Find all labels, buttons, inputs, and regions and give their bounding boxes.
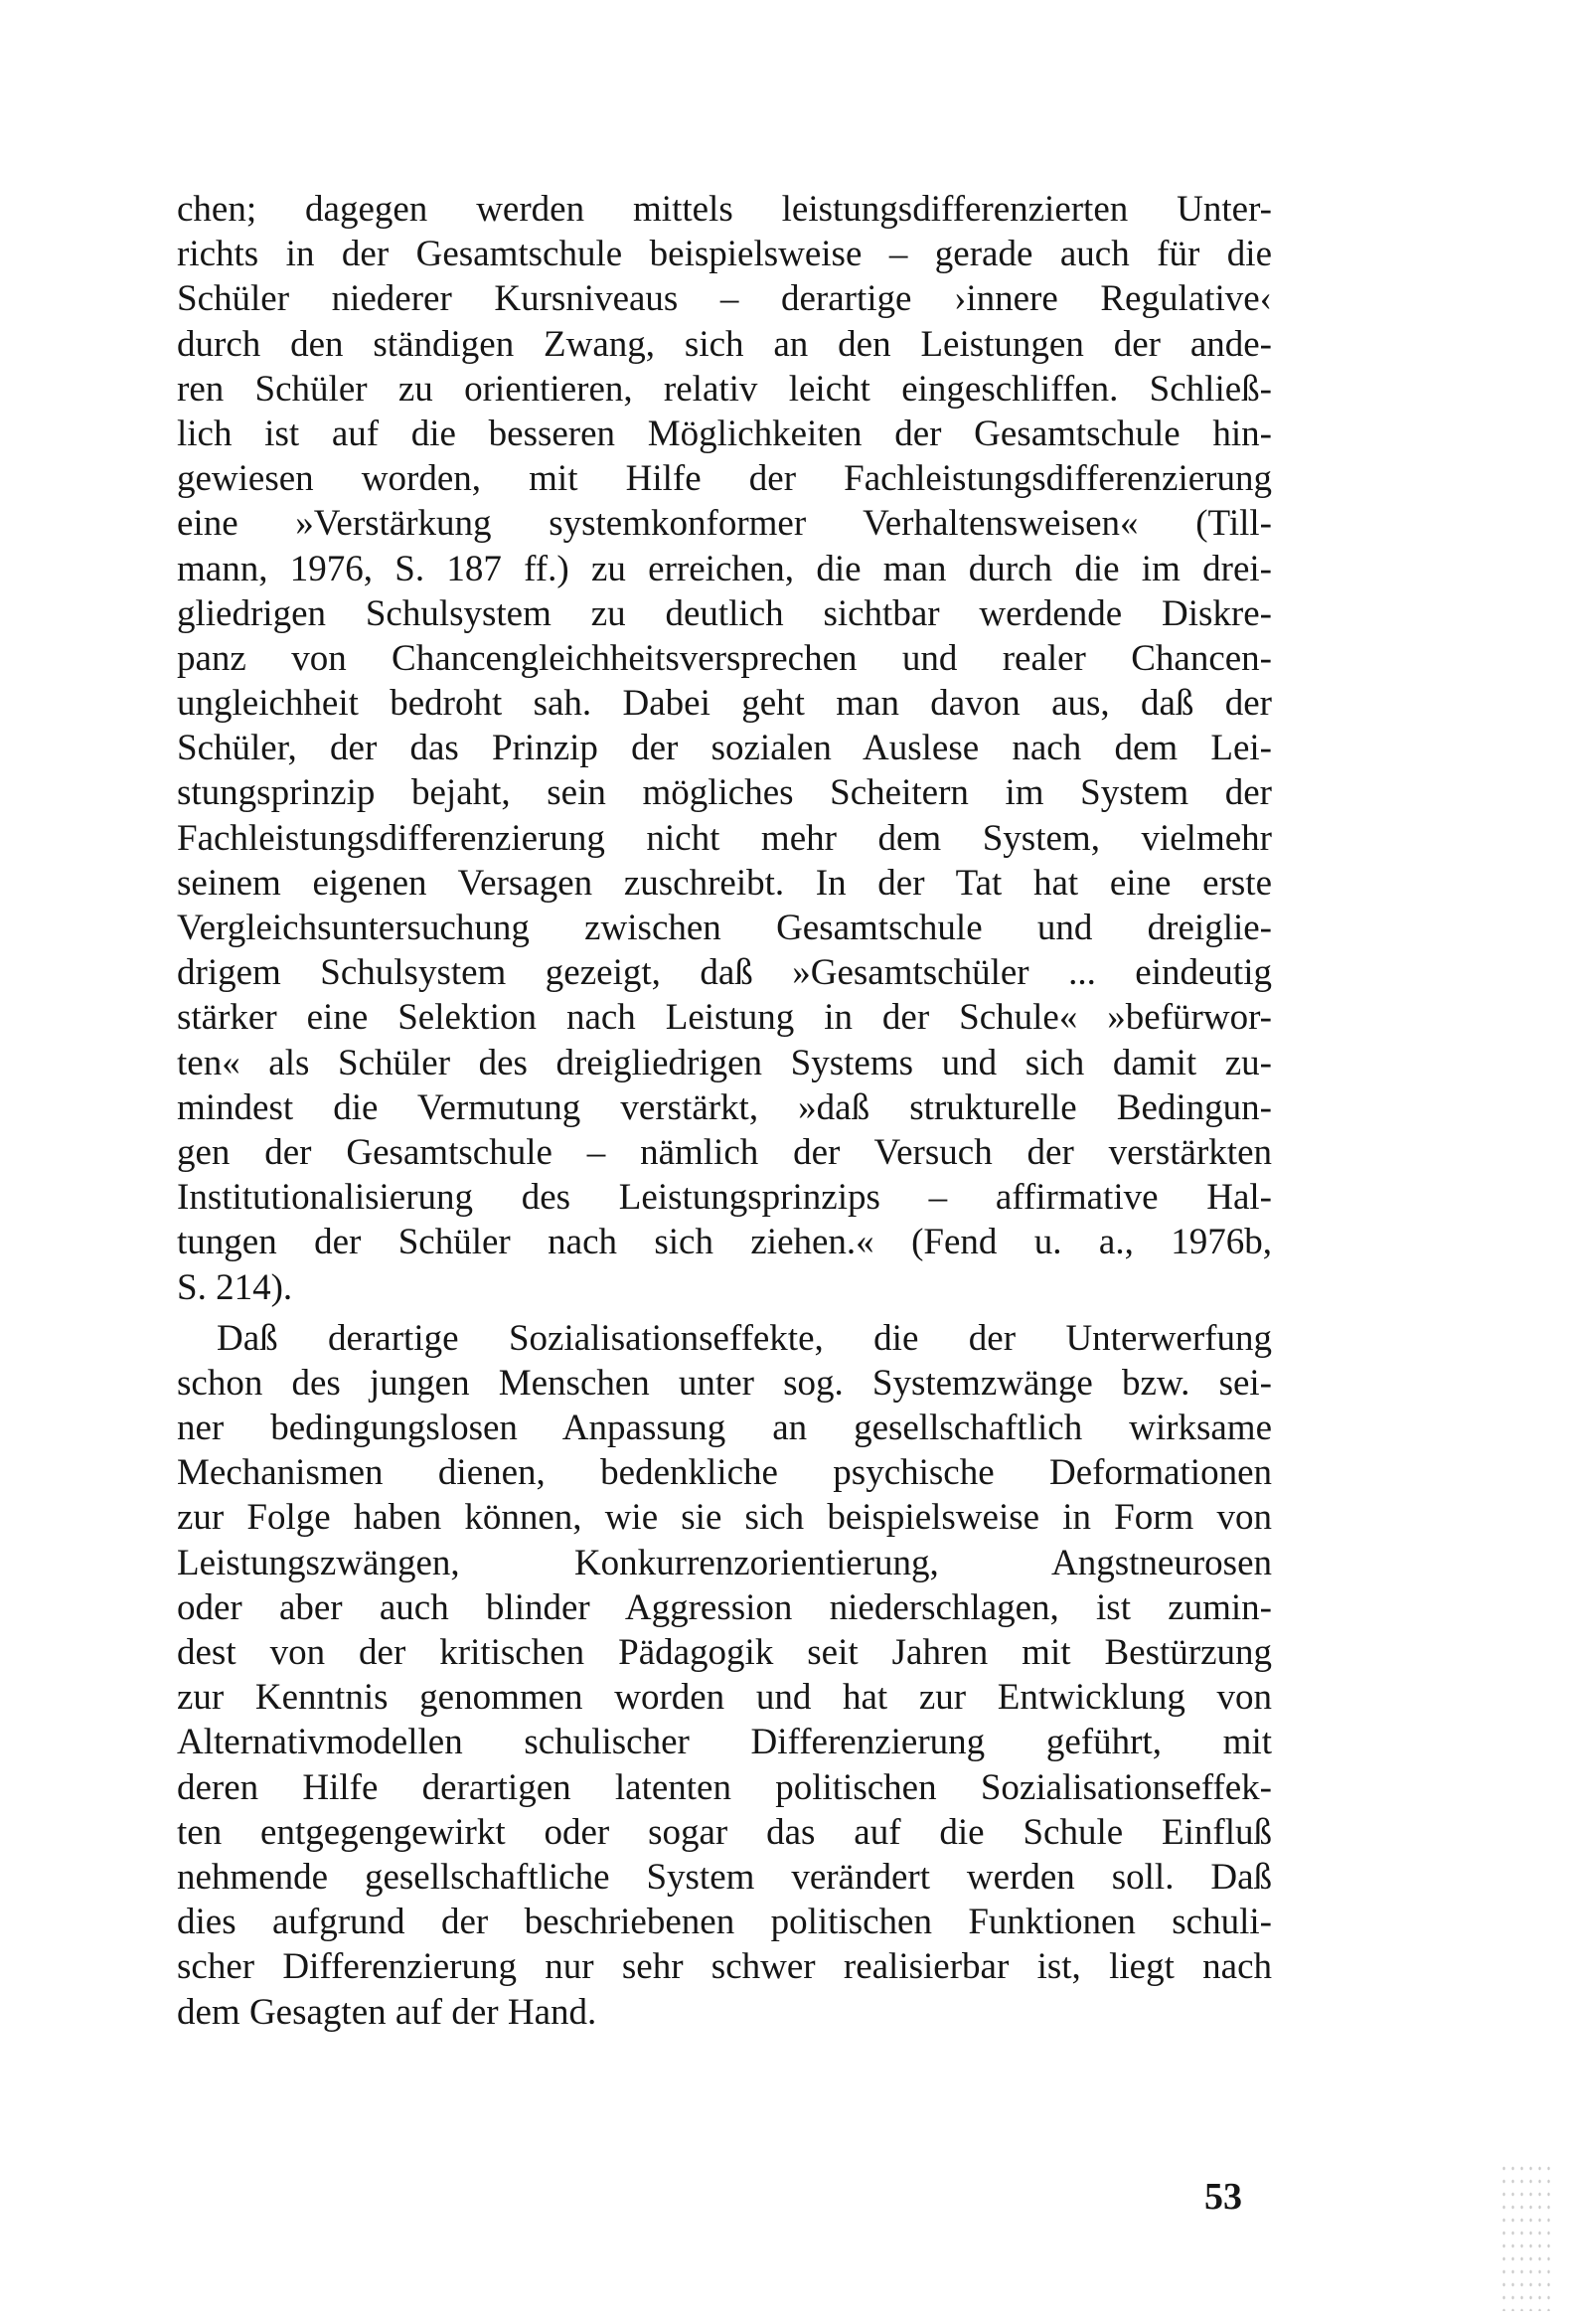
text-line: durch den ständigen Zwang, sich an den Leistungen der ande- [177,323,1272,365]
text-line: ner bedingungslosen Anpassung an gesellschaftlich wirksame [177,1408,1272,1449]
page-number: 53 [1204,2176,1242,2218]
text-line: seinem eigenen Versagen zuschreibt. In der Tat hat eine erste [177,862,1272,904]
text-line: ten« als Schüler des dreigliedrigen Systems und sich damit zu- [177,1042,1272,1083]
text-line: tungen der Schüler nach sich ziehen.« (Fend u. a., 1976b, [177,1222,1272,1263]
text-line: oder aber auch blinder Aggression niederschlagen, ist zumin- [177,1586,1272,1628]
text-line: gen der Gesamtschule – nämlich der Versuch der verstärkten [177,1131,1272,1173]
text-line: Mechanismen dienen, bedenkliche psychische Deformationen [177,1452,1272,1494]
text-line: Institutionalisierung des Leistungsprinzips – affirmative Hal- [177,1177,1272,1219]
text-line: richts in der Gesamtschule beispielsweise – gerade auch für die [177,234,1272,275]
text-line: Daß derartige Sozialisationseffekte, die der Unterwerfung [217,1317,1272,1359]
text-line: lich ist auf die besseren Möglichkeiten der Gesamtschule hin- [177,413,1272,454]
text-line: ren Schüler zu orientieren, relativ leicht eingeschliffen. Schließ- [177,368,1272,410]
text-line: dies aufgrund der beschriebenen politischen Funktionen schuli- [177,1902,1272,1943]
text-line: gewiesen worden, mit Hilfe der Fachleistungsdifferenzierung [177,458,1272,500]
text-line: zur Kenntnis genommen worden und hat zur Entwicklung von [177,1677,1272,1719]
text-line: eine »Verstärkung systemkonformer Verhaltensweisen« (Till- [177,503,1272,545]
text-line: stärker eine Selektion nach Leistung in der Schule« »befürwor- [177,997,1272,1039]
text-line: Vergleichsuntersuchung zwischen Gesamtschule und dreiglie- [177,908,1272,948]
text-line: S. 214). [177,1266,293,1308]
paragraph-2 [177,1316,1272,2035]
text-line: panz von Chancengleichheitsversprechen und realer Chancen- [177,637,1272,679]
body-text [177,187,1272,2035]
text-line: dem Gesagten auf der Hand. [177,1991,597,2033]
text-line: scher Differenzierung nur sehr schwer realisierbar ist, liegt nach [177,1946,1272,1988]
text-line: ungleichheit bedroht sah. Dabei geht man davon aus, daß der [177,683,1272,725]
text-line: mindest die Vermutung verstärkt, »daß strukturelle Bedingun- [177,1086,1272,1128]
text-line: schon des jungen Menschen unter sog. Systemzwänge bzw. sei- [177,1362,1272,1404]
text-line: drigem Schulsystem gezeigt, daß »Gesamtschüler ... eindeutig [177,952,1272,994]
text-line: dest von der kritischen Pädagogik seit Jahren mit Bestürzung [177,1632,1272,1673]
text-line: chen; dagegen werden mittels leistungsdifferenzierten Unter- [177,189,1272,230]
text-line: ten entgegengewirkt oder sogar das auf die Schule Einfluß [177,1811,1272,1853]
text-line: stungsprinzip bejaht, sein mögliches Scheitern im System der [177,772,1272,814]
text-line: mann, 1976, S. 187 ff.) zu erreichen, die man durch die im drei- [177,548,1272,589]
scan-speckle [1499,2162,1555,2311]
text-line: nehmende gesellschaftliche System verändert werden soll. Daß [177,1856,1272,1898]
text-line: zur Folge haben können, wie sie sich beispielsweise in Form von [177,1497,1272,1539]
text-line: Leistungszwängen, Konkurrenzorientierung, Angstneurosen [177,1542,1272,1583]
text-line: Fachleistungsdifferenzierung nicht mehr dem System, vielmehr [177,817,1272,859]
text-line: gliedrigen Schulsystem zu deutlich sichtbar werdende Diskre- [177,592,1272,634]
text-line: deren Hilfe derartigen latenten politischen Sozialisationseffek- [177,1766,1272,1808]
text-line: Schüler niederer Kursniveaus – derartige ›innere Regulative‹ [177,278,1272,320]
paragraph-1 [177,187,1272,1310]
text-line: Schüler, der das Prinzip der sozialen Auslese nach dem Lei- [177,728,1272,769]
text-line: Alternativmodellen schulischer Differenzierung geführt, mit [177,1722,1272,1763]
